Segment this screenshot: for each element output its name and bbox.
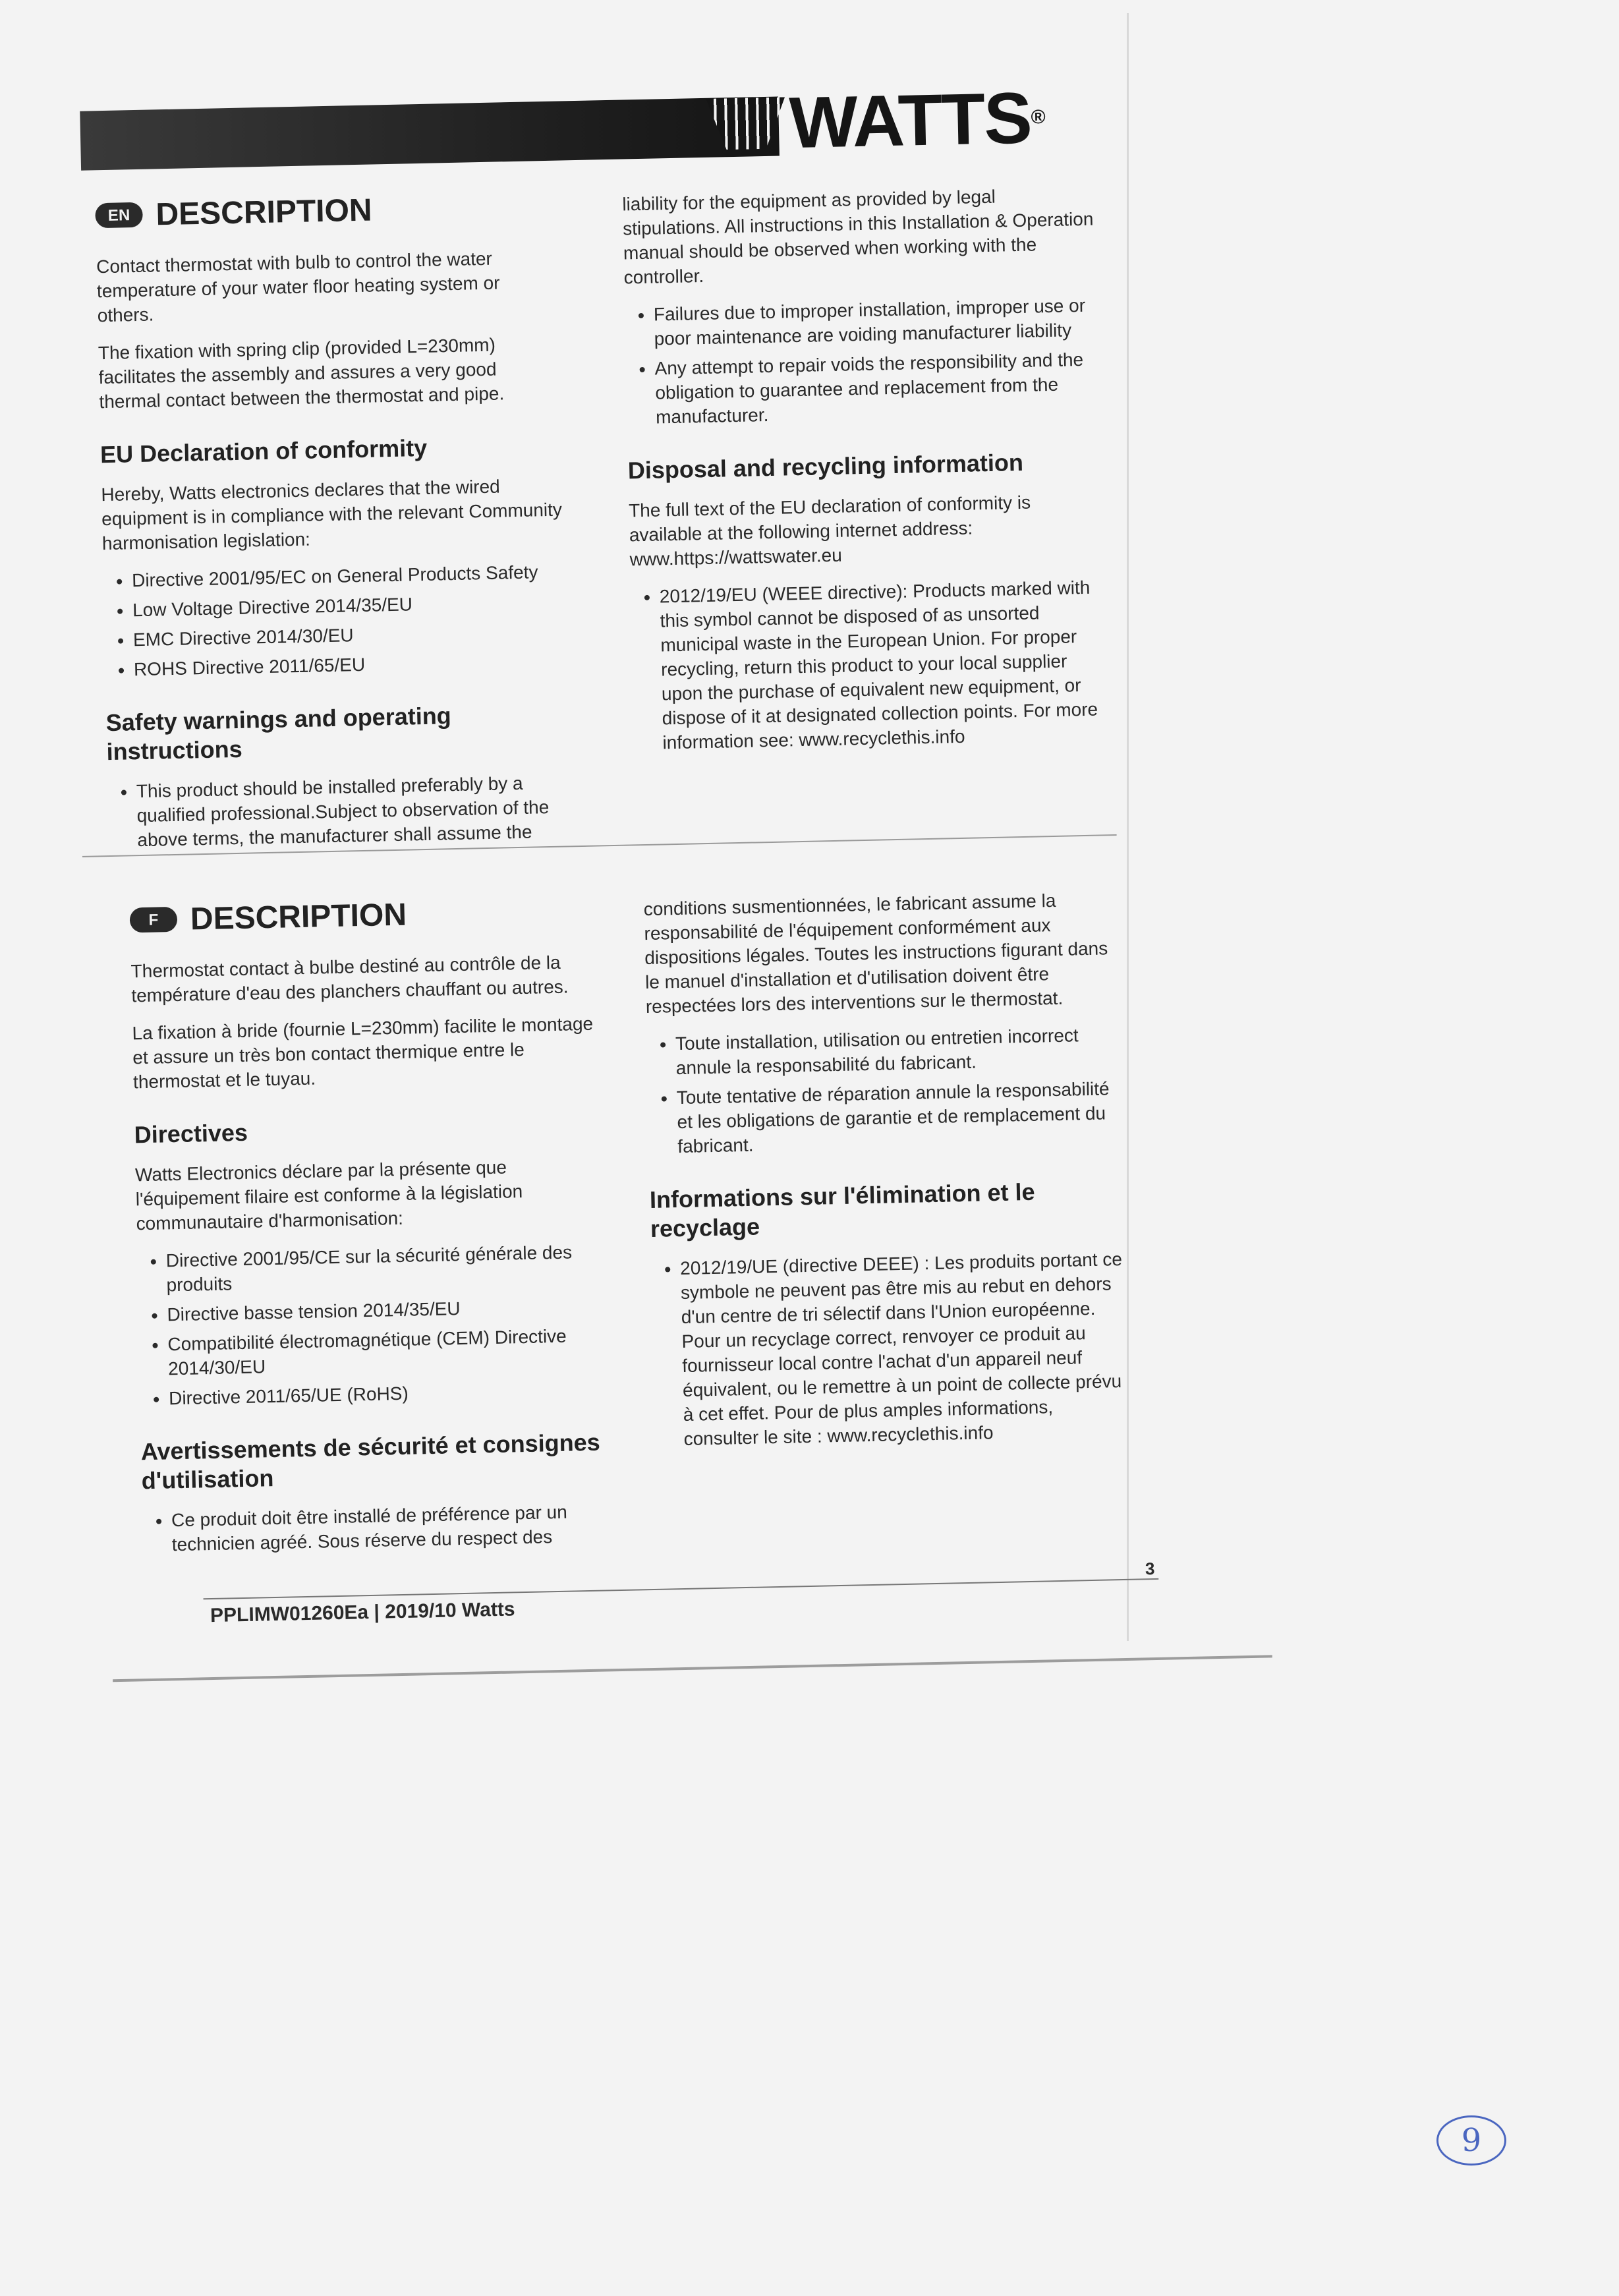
fr-dir-text: Watts Electronics déclare par la présente que l'équipement filaire est conforme à la législation communautaire d'harmonisation: (134, 1157, 523, 1234)
fr-para-1: Thermostat contact à bulbe destiné au contrôle de la température d'eau des planchers chauffant ou autres. (130, 952, 569, 1006)
registered-mark: ® (1031, 106, 1045, 129)
en-weee-list (630, 575, 1108, 755)
en-title-text: DESCRIPTION (155, 192, 373, 232)
en-para-2: The fixation with spring clip (provided L=230mm) facilitates the assembly and assures a very good thermal contact between the thermostat and pipe. (98, 334, 505, 413)
list-item: • EMC Directive 2014/30/EU (133, 618, 566, 652)
manual-page (40, 48, 1232, 1660)
fr-safety-list-start (142, 1499, 604, 1558)
watts-logo (706, 78, 1045, 164)
watts-logo-icon (706, 97, 786, 150)
en-safety-continued: liability for the equipment as provided by legal stipulations. All instructions in this Installation & Operation manual should be observed when working with the controller. (622, 186, 1094, 288)
fr-para-2: La fixation à bride (fournie L=230mm) facilite le montage et assure un très bon contact thermique entre le thermostat et le tuyau. (132, 1013, 594, 1093)
list-item: • Directive 2001/95/CE sur la sécurité générale des produits (165, 1240, 598, 1298)
fr-safety-heading: Avertissements de sécurité et consignes d'utilisation (140, 1428, 601, 1495)
en-safety-list-start (107, 770, 569, 853)
page-bottom-edge (113, 1655, 1272, 1682)
fr-title-text: DESCRIPTION (190, 897, 407, 936)
fr-right-column (643, 887, 1129, 1465)
list-item: • Ce produit doit être installé de préférence par un technicien agréé. Sous réserve du respect des (171, 1499, 604, 1557)
en-disposal-heading: Disposal and recycling information (627, 448, 1024, 484)
list-item: • Directive 2001/95/EC on General Products Safety (132, 559, 565, 592)
fr-language-badge: F (130, 907, 178, 933)
footer-doc-ref: PPLIMW01260Ea | 2019/10 Watts (210, 1598, 515, 1627)
fr-safety-continued: conditions susmentionnées, le fabricant assume la responsabilité de l'équipement conformément aux dispositions légales. Toutes les instructions figurant dans le manuel d'installation et d'utilisation doivent être respectées lors des interventions sur le thermostat. (643, 890, 1108, 1018)
fr-left-column (130, 898, 605, 1570)
list-item: • Directive 2011/65/UE (RoHS) (169, 1377, 602, 1411)
header-bar (80, 97, 780, 171)
en-disposal-text: The full text of the EU declaration of conformity is available at the following internet address: www.https://wattswater.eu (628, 492, 1031, 570)
fr-weee-list (651, 1247, 1129, 1452)
en-safety-heading: Safety warnings and operating instructions (105, 702, 452, 766)
list-item: • 2012/19/UE (directive DEEE) : Les produits portant ce symbole ne peuvent pas être mis au rebut en dehors d'un centre de tri sélectif dans l'Union européenne. Pour un recyclage correct, renvoyer ce produit au fournisseur local contre l'achat d'un appareil neuf équivalent, ou le remettre à un point de collecte prévu à cet effet. Pour de plus amples informations, consulter le site : www.recyclethis.info (680, 1247, 1129, 1451)
footer-line (204, 1578, 1159, 1599)
fr-title (130, 897, 592, 936)
list-item: • Toute installation, utilisation ou entretien incorrect annule la responsabilité du fabricant. (675, 1022, 1122, 1080)
handwritten-page-mark (1436, 2115, 1506, 2166)
list-item: • Toute tentative de réparation annule la responsabilité et les obligations de garantie et de remplacement du fabricant. (676, 1076, 1123, 1159)
list-item: • ROHS Directive 2011/65/EU (134, 648, 567, 681)
list-item: • Any attempt to repair voids the responsibility and the obligation to guarantee and replacement from the manufacturer. (654, 347, 1101, 429)
en-eu-text: Hereby, Watts electronics declares that the wired equipment is in compliance with the relevant Community harmonisation legislation: (101, 476, 563, 554)
list-item: • Directive basse tension 2014/35/EU (167, 1294, 600, 1327)
en-safety-list (625, 293, 1102, 430)
list-item: • Compatibilité électromagnétique (CEM) Directive 2014/30/EU (167, 1323, 600, 1381)
en-directive-list (103, 559, 566, 682)
fr-safety-list (646, 1022, 1123, 1159)
en-right-column (622, 182, 1108, 768)
logo-text: WATTS (788, 77, 1032, 163)
en-left-column (95, 194, 570, 866)
list-item: • Failures due to improper installation, improper use or poor maintenance are voiding manufacturer liability (654, 293, 1100, 351)
fr-directive-list (136, 1240, 601, 1412)
fr-disposal-heading: Informations sur l'élimination et le recyclage (649, 1178, 1035, 1242)
handwritten-note-text: 9 (1461, 2122, 1482, 2159)
en-para-1: Contact thermostat with bulb to control the water temperature of your water floor heating system or others. (96, 248, 500, 326)
list-item: • Low Voltage Directive 2014/35/EU (132, 588, 565, 622)
list-item: • 2012/19/EU (WEEE directive): Products marked with this symbol cannot be disposed of as unsorted municipal waste in the European Union. For proper recycling, return this product to your local supplier upon the purchase of equivalent new equipment, or dispose of it at designated collection points. For more information see: www.recyclethis.info (659, 575, 1108, 755)
fr-dir-heading: Directives (134, 1118, 248, 1149)
en-title (95, 192, 557, 232)
en-language-badge: EN (95, 202, 143, 228)
page-number: 3 (1145, 1559, 1155, 1579)
list-item: • This product should be installed preferably by a qualified professional.Subject to observation of the above terms, the manufacturer shall assume the (136, 770, 569, 852)
en-eu-heading: EU Declaration of conformity (99, 434, 428, 469)
